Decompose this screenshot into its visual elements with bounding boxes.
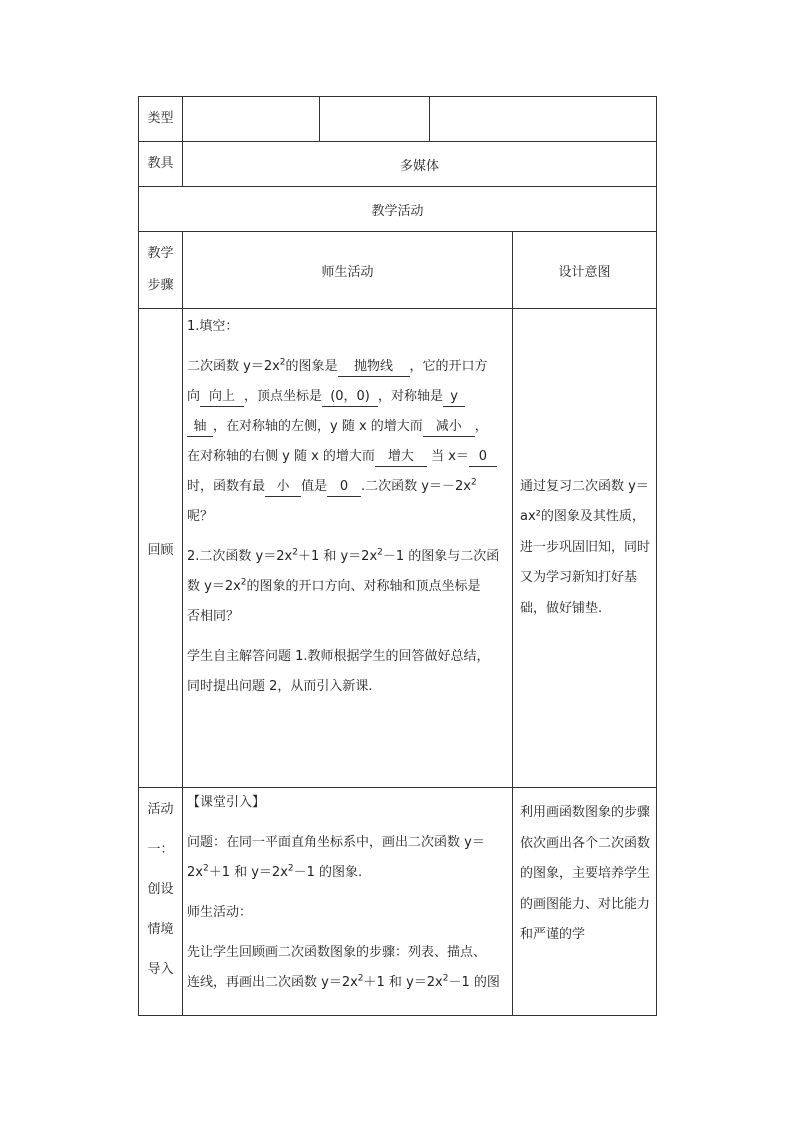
activity1-row <box>139 788 657 1016</box>
type-label: 类型 <box>139 97 183 142</box>
fill-line-3: 轴 ，在对称轴的左侧，y 随 x 的增大而 减小 ， <box>187 412 508 442</box>
activity1-steps: 先让学生回顾画二次函数图象的步骤：列表、描点、 连线，再画出二次函数 $y=2x^2+1$ 和 $y=2x^2-1$ 的图 <box>187 945 500 990</box>
fill-line-5: 时，函数有最 小 值是 0 .二次函数 $y=-2x^2$ <box>187 472 508 502</box>
fill-line-6: 呢？ <box>187 509 214 524</box>
summary: 学生自主解答问题 1.教师根据学生的回答做好总结， 同时提出问题 2，从而引入新课. <box>187 649 490 694</box>
question-2: 2.二次函数 $y=2x^2+1$ 和 $y=2x^2-1$ 的图象与二次函 数 $y=2x^2$的图象的开口方向、对称轴和顶点坐标是 否相同？ <box>187 547 500 624</box>
blank-y: y <box>443 388 465 407</box>
activity1-step-line-5: 导入 <box>147 962 174 977</box>
activity1-content <box>183 788 513 1016</box>
activity1-step-line-1: 活动 <box>147 802 174 817</box>
review-step-label: 回顾 <box>139 309 183 788</box>
fill-line-1: 二次函数 $y=2x^2$的图象是 抛物线 ，它的开口方 <box>187 352 508 382</box>
type-cell-2 <box>320 97 430 142</box>
intent-column-header: 设计意图 <box>513 232 657 309</box>
steps-header-line-2: 步骤 <box>147 278 174 293</box>
type-cell-1 <box>183 97 320 142</box>
review-row <box>139 309 657 788</box>
activity1-step-label <box>139 788 183 1016</box>
tools-row <box>139 142 657 187</box>
activity-column-header: 师生活动 <box>183 232 513 309</box>
type-cell-3 <box>430 97 657 142</box>
q1-title: 1.填空： <box>187 319 239 334</box>
blank-increase: 增大 <box>375 448 427 467</box>
activity1-step-line-4: 情境 <box>147 922 174 937</box>
activity-title: 教学活动 <box>139 187 657 232</box>
blank-min: 小 <box>265 478 301 497</box>
column-header-row <box>139 232 657 309</box>
blank-zero-x: 0 <box>469 448 497 467</box>
lesson-plan-table <box>138 96 657 1016</box>
activity1-intent: 利用画函数图象的步骤依次画出各个二次函数的图象，主要培养学生的画图能力、对比能力和严谨的学 <box>513 788 657 1016</box>
review-content <box>183 309 513 788</box>
fill-line-4: 在对称轴的右侧 y 随 x 的增大而 增大 当 x＝ 0 <box>187 442 508 472</box>
fill-line-2: 向 向上 ，顶点坐标是 (0，0) ，对称轴是 y <box>187 382 508 412</box>
steps-header-line-1: 教学 <box>147 246 174 261</box>
tools-value: 多媒体 <box>183 142 657 187</box>
activity1-heading: 【课堂引入】 <box>187 795 266 810</box>
activity1-teacher: 师生活动： <box>187 905 253 920</box>
blank-parabola: 抛物线 <box>338 358 410 377</box>
tools-label: 教具 <box>139 142 183 187</box>
activity1-question: 问题：在同一平面直角坐标系中，画出二次函数 y＝ $2x^2+1$ 和 $y=2x^2-1$ 的图象. <box>187 835 485 880</box>
blank-zero-value: 0 <box>327 478 361 497</box>
steps-header <box>139 232 183 309</box>
blank-up: 向上 <box>200 388 244 407</box>
review-intent: 通过复习二次函数 y＝ax²的图象及其性质，进一步巩固旧知，同时又为学习新知打好基础，做好铺垫. <box>513 309 657 788</box>
activity1-step-line-2: 一： <box>147 842 174 857</box>
blank-axis: 轴 <box>187 418 213 437</box>
blank-decrease: 减小 <box>423 418 475 437</box>
blank-vertex: (0，0) <box>322 388 378 407</box>
activity1-step-line-3: 创设 <box>147 882 174 897</box>
type-row <box>139 97 657 142</box>
activity-title-row <box>139 187 657 232</box>
